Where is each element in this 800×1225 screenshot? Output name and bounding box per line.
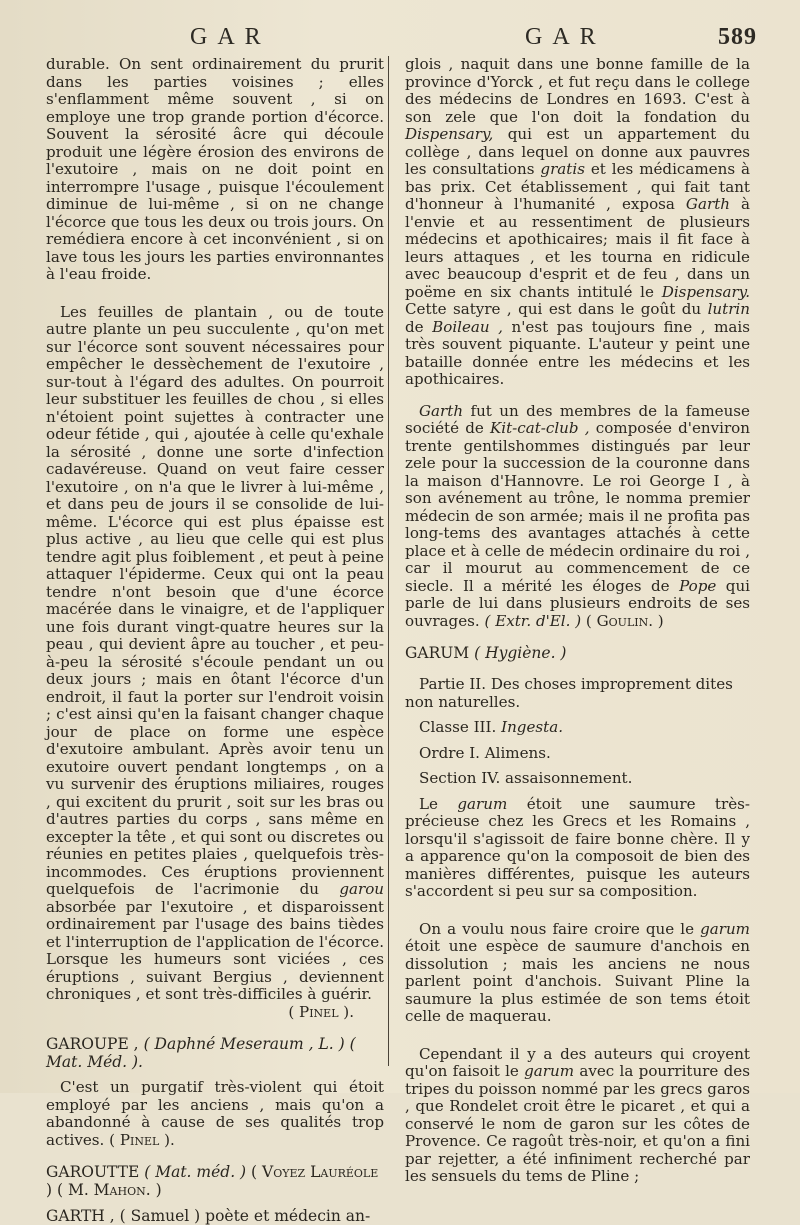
entry-heading-garoupe [46, 1035, 384, 1071]
text-run: Cette satyre , qui est dans le goût du [405, 300, 702, 318]
author-signature-goulin: ( Goulin. ) [585, 611, 664, 630]
garum-term: garum [457, 794, 508, 813]
author-signature: ( Pinel ). [109, 1130, 175, 1149]
author-signature-pinel: ( Pinel ). [288, 1002, 354, 1021]
text-run: qui est un appartement du collège , dans lequel on donne aux pauvres les consultations [405, 125, 750, 178]
text-run: qui parle de lui dans plusieurs endroits de ses ouvrages. [405, 576, 750, 630]
text-run: Le [419, 794, 438, 813]
text-run: glois , naquit dans une bonne famille de la province d'Yorck , et fut reçu dans le college des médecins de Londres en 1693. C'est à son zele que l'on doit la fondation du [405, 55, 750, 126]
paragraph-kit-cat-club [405, 403, 750, 631]
text-run: à l'envie et au ressentiment de plusieurs médecins et apothicaires; mais il fit face à leurs attaques , et les tourna en ridicule avec beaucoup d'esprit et de feu , dans un poëme en six chants intitulé le [405, 195, 750, 301]
entry-category: ( Hygiène. ) [474, 644, 567, 662]
entry-heading-garth: GARTH , ( Samuel ) poète et médecin an- [46, 1207, 371, 1225]
garum-term: garum [524, 1062, 575, 1080]
right-column [405, 56, 750, 1186]
paragraph-text: Les feuilles de plantain , ou de toute autre plante un peu succulente , qu'on met sur l'écorce sont souvent nécessaires pour empêcher le dessèchement de l'exutoire , sur-tout à l'égard des adultes. On pourroit leur substituer les feuilles de chou , si elles n'étoient point sujettes à contracter une odeur fétide , qui , ajoutée à celle qu'exhale la sérosité , donne une sorte d'infection cadavéreuse. Quand on veut faire cesser l'exutoire , on n'a que le livrer à lui-même , et dans peu de jours il se consolide de lui-même. L'écorce qui est plus épaisse est plus active , au lieu que celle qui est plus tendre agit plus foiblement , et peut à peine attaquer l'épiderme. Ceux qui ont la peau tendre n'ont besoin que d'une écorce macérée dans le vinaigre, et de l'appliquer une fois durant vingt-quatre heures sur la peau , qui devient âpre au toucher , et peu-à-peu la sérosité s'écoule pendant un ou deux jours ; mais en ôtant l'écorce d'un endroit, il faut la porter sur l'endroit voisin ; c'est ainsi qu'en la faisant changer chaque jour de place on forme une espèce d'exutoire ambulant. Après avoir tenu un exutoire ouvert pendant longtemps , on a vu survenir des éruptions miliaires, rouges , qui excitent du prurit , soit sur les bras ou d'autres parties du corps , sans même en excepter la tête , et qui sont ou discretes ou réunies en petites plaies , quelquefois très-incommodes. Ces éruptions proviennent quelquefois de l'acrimonie du [46, 302, 384, 898]
text-run: et les médicamens à bas prix. Cet établissement , qui fait tant d'honneur à l'humanité , exposa [405, 160, 750, 213]
boileau-name: Boileau , [432, 317, 503, 336]
ingesta-term: Ingesta. [501, 718, 563, 736]
entry-heading-garoutte [46, 1163, 384, 1199]
pope-name: Pope [679, 576, 717, 595]
text-run: étoit une espèce de saumure d'anchois en dissolution ; mais les anciens ne nous parlent point d'anchois. Suivant Pline la saumure la plus estimée de son tems étoit celle de maquerau. [405, 937, 750, 1025]
classification-classe [405, 719, 750, 737]
running-head-left: GAR [190, 24, 271, 50]
text-run: n'est pas toujours fine , mais très souvent piquante. L'auteur y peint une bataille donnée entre les médecins et les apothicaires. [405, 317, 750, 388]
source-reference: ( Extr. d'El. ) [484, 611, 582, 630]
text-run: On a voulu nous faire croire que le [419, 919, 694, 938]
garum-term: garum [700, 919, 750, 938]
running-head-right: GAR [525, 24, 606, 50]
paragraph-garth-bio [405, 56, 750, 389]
entry-title: GAROUTTE [46, 1163, 140, 1181]
entry-title: GARUM [405, 644, 470, 662]
paragraph-plantain [46, 304, 384, 1004]
text-run: Classe III. [419, 718, 497, 736]
paragraph-garum-definition [405, 796, 750, 901]
garth-name: Garth [419, 401, 464, 420]
classification-ordre: Ordre I. Alimens. [419, 743, 551, 762]
text-run: étoit une saumure très-précieuse chez les Grecs et les Romains , lorsqu'il s'agissoit de faire bonne chère. Il y a apparence qu'on la composoit de bien des manières différentes, puisque les auteurs s'accordent si peu sur sa composition. [405, 794, 750, 900]
gratis-term: gratis [540, 160, 585, 178]
entry-title: GAROUPE , [46, 1035, 139, 1053]
text-run: avec la pourriture des tripes du poisson nommé par les grecs garos , que Rondelet croit être le picaret , et qui a conservé le nom de garon sur les côtes de Provence. Ce ragoût très-noir, et qu'on a fini par rejetter, a été infiniment recherché par les sensuels du tems de Pline ; [405, 1062, 750, 1185]
left-column [46, 56, 384, 1225]
text-run: de [405, 317, 424, 336]
entry-heading-garum [405, 644, 750, 662]
text-run: fut un des membres de la fameuse société de [405, 401, 750, 437]
garou-term: garou [339, 880, 384, 898]
classification-section: Section IV. assaisonnement. [419, 769, 633, 787]
entry-body: C'est un purgatif très-violent qui étoit employé par les anciens , mais qu'on a abandonné à cause de ses qualités trop actives. [46, 1078, 384, 1149]
entry-category: ( Mat. méd. ) [144, 1163, 247, 1181]
paragraph-text-end: absorbée par l'exutoire , et disparoissent ordinairement par l'usage des bains tièdes et l'interruption de l'application de l'écorce. Lorsque les humeurs sont viciées , ces éruptions , suivant Bergius , deviennent chroniques , et sont très-difficiles à guérir. [46, 897, 384, 1003]
paragraph-exutoire-continued: durable. On sent ordinairement du prurit dans les parties voisines ; elles s'enflamment même souvent , si on employe une trop grande portion d'écorce. Souvent la sérosité âcre qui découle produit une légère érosion des environs de l'exutoire , mais on ne doit point en interrompre l'usage , puisque l'écoulement diminue de lui-même , si on ne change l'écorce que tous les deux ou trois jours. On remédiera encore à cet inconvénient , si on lave tous les jours les parties environnantes à l'eau froide. [46, 55, 384, 283]
cross-reference: ( Voyez Lauréole ) ( M. Mahon. ) [46, 1163, 379, 1199]
paragraph-garum-garos [405, 1046, 750, 1186]
lutrin-title: lutrin [707, 300, 750, 318]
column-divider [388, 56, 389, 1066]
text-run: Cependant il y a des auteurs qui croyent qu'on faisoit le [405, 1044, 750, 1080]
page-number: 589 [718, 24, 757, 50]
classification-partie: Partie II. Des choses improprement dites non naturelles. [405, 675, 733, 711]
entry-text-garoupe [46, 1079, 384, 1149]
dispensary-title: Dispensary. [661, 282, 750, 301]
paragraph-garum-anchovy [405, 921, 750, 1026]
entry-latin-name: ( Daphné Meseraum , L. ) ( Mat. Méd. ). [46, 1035, 356, 1071]
dispensary-term: Dispensary, [405, 125, 494, 143]
kit-cat-club-name: Kit-cat-club , [490, 419, 590, 437]
garth-name: Garth [685, 195, 730, 213]
text-run: composée d'environ trente gentilshommes distingués par leur zele pour la succession de la couronne dans la maison d'Hannovre. Le roi George I , à son avénement au trône, le nomma premier médecin de son armée; mais il ne profita pas long-tems des avantages attachés à cette place et à celle de médecin ordinaire du roi , car il mourut au commencement de ce siecle. Il a mérité les éloges de [405, 419, 750, 595]
